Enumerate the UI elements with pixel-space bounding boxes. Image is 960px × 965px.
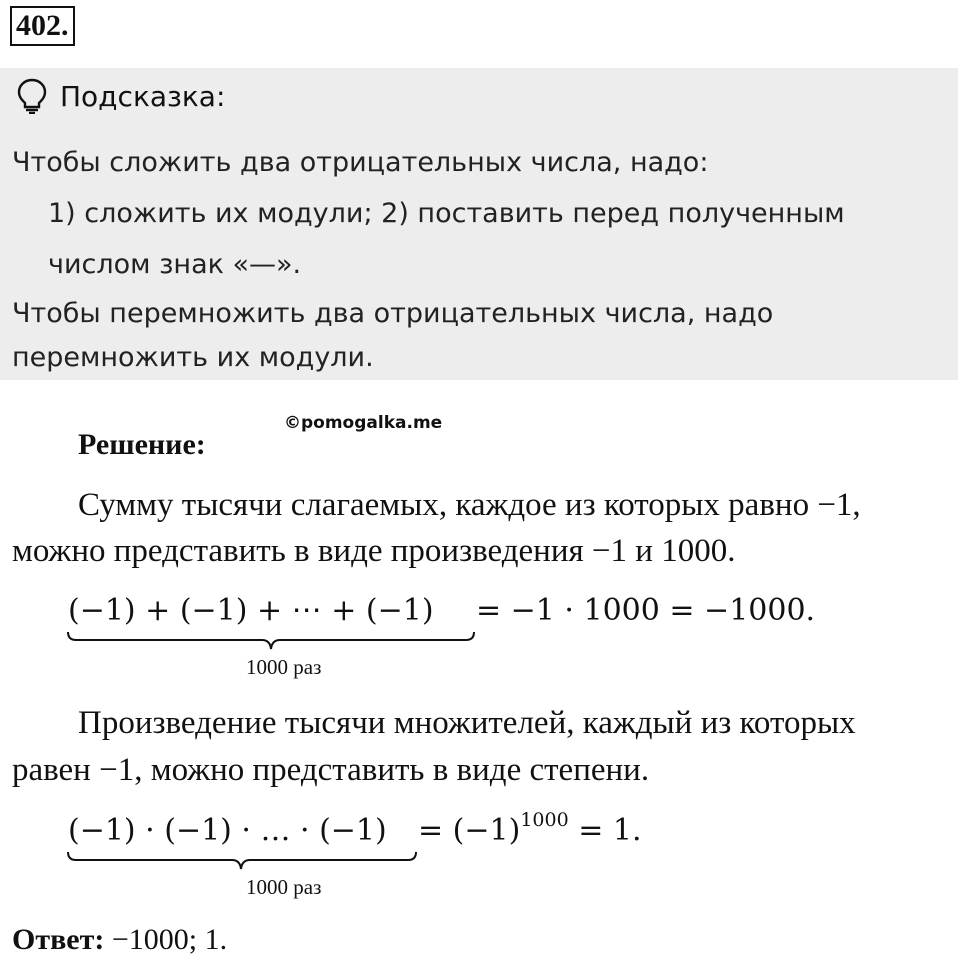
formula1-left: (−1) + (−1) + ⋯ + (−1) [68, 593, 434, 628]
formula2-exponent: 1000 [520, 809, 569, 831]
hint-line-4: Чтобы перемножить два отрицательных числа, надо [12, 298, 774, 329]
hint-line-1: Чтобы сложить два отрицательных числа, надо: [12, 147, 709, 178]
hint-line-3: числом знак «—». [48, 249, 302, 280]
solution-para2-line2: равен −1, можно представить в виде степени. [12, 752, 650, 788]
formula2-right [418, 809, 642, 848]
answer [12, 923, 227, 957]
formula1-right: = −1 · 1000 = −1000. [476, 593, 816, 628]
hint-line-2: 1) сложить их модули; 2) поставить перед полученным [48, 198, 845, 229]
lightbulb-icon [16, 78, 48, 114]
hint-line-5: перемножить их модули. [12, 342, 374, 373]
formula2-end: = 1. [568, 813, 642, 848]
solution-para1-line2: можно представить в виде произведения −1 и 1000. [12, 533, 736, 569]
underbrace-1 [66, 630, 476, 652]
solution-para2-line1: Произведение тысячи множителей, каждый из которых [78, 705, 856, 741]
underbrace-2 [66, 850, 420, 872]
solution-heading: Решение: [78, 428, 206, 461]
watermark: ©pomogalka.me [284, 413, 443, 433]
brace2-label: 1000 раз [246, 875, 322, 899]
hint-title: Подсказка: [60, 80, 226, 113]
answer-value: −1000; 1. [111, 923, 228, 956]
brace1-label: 1000 раз [246, 655, 322, 679]
answer-label: Ответ: [12, 923, 105, 956]
problem-number: 402. [10, 6, 75, 46]
formula2-base: = (−1) [418, 813, 521, 848]
formula2-left: (−1) · (−1) · … · (−1) [68, 813, 387, 848]
solution-para1-line1: Сумму тысячи слагаемых, каждое из которых равно −1, [78, 487, 861, 523]
